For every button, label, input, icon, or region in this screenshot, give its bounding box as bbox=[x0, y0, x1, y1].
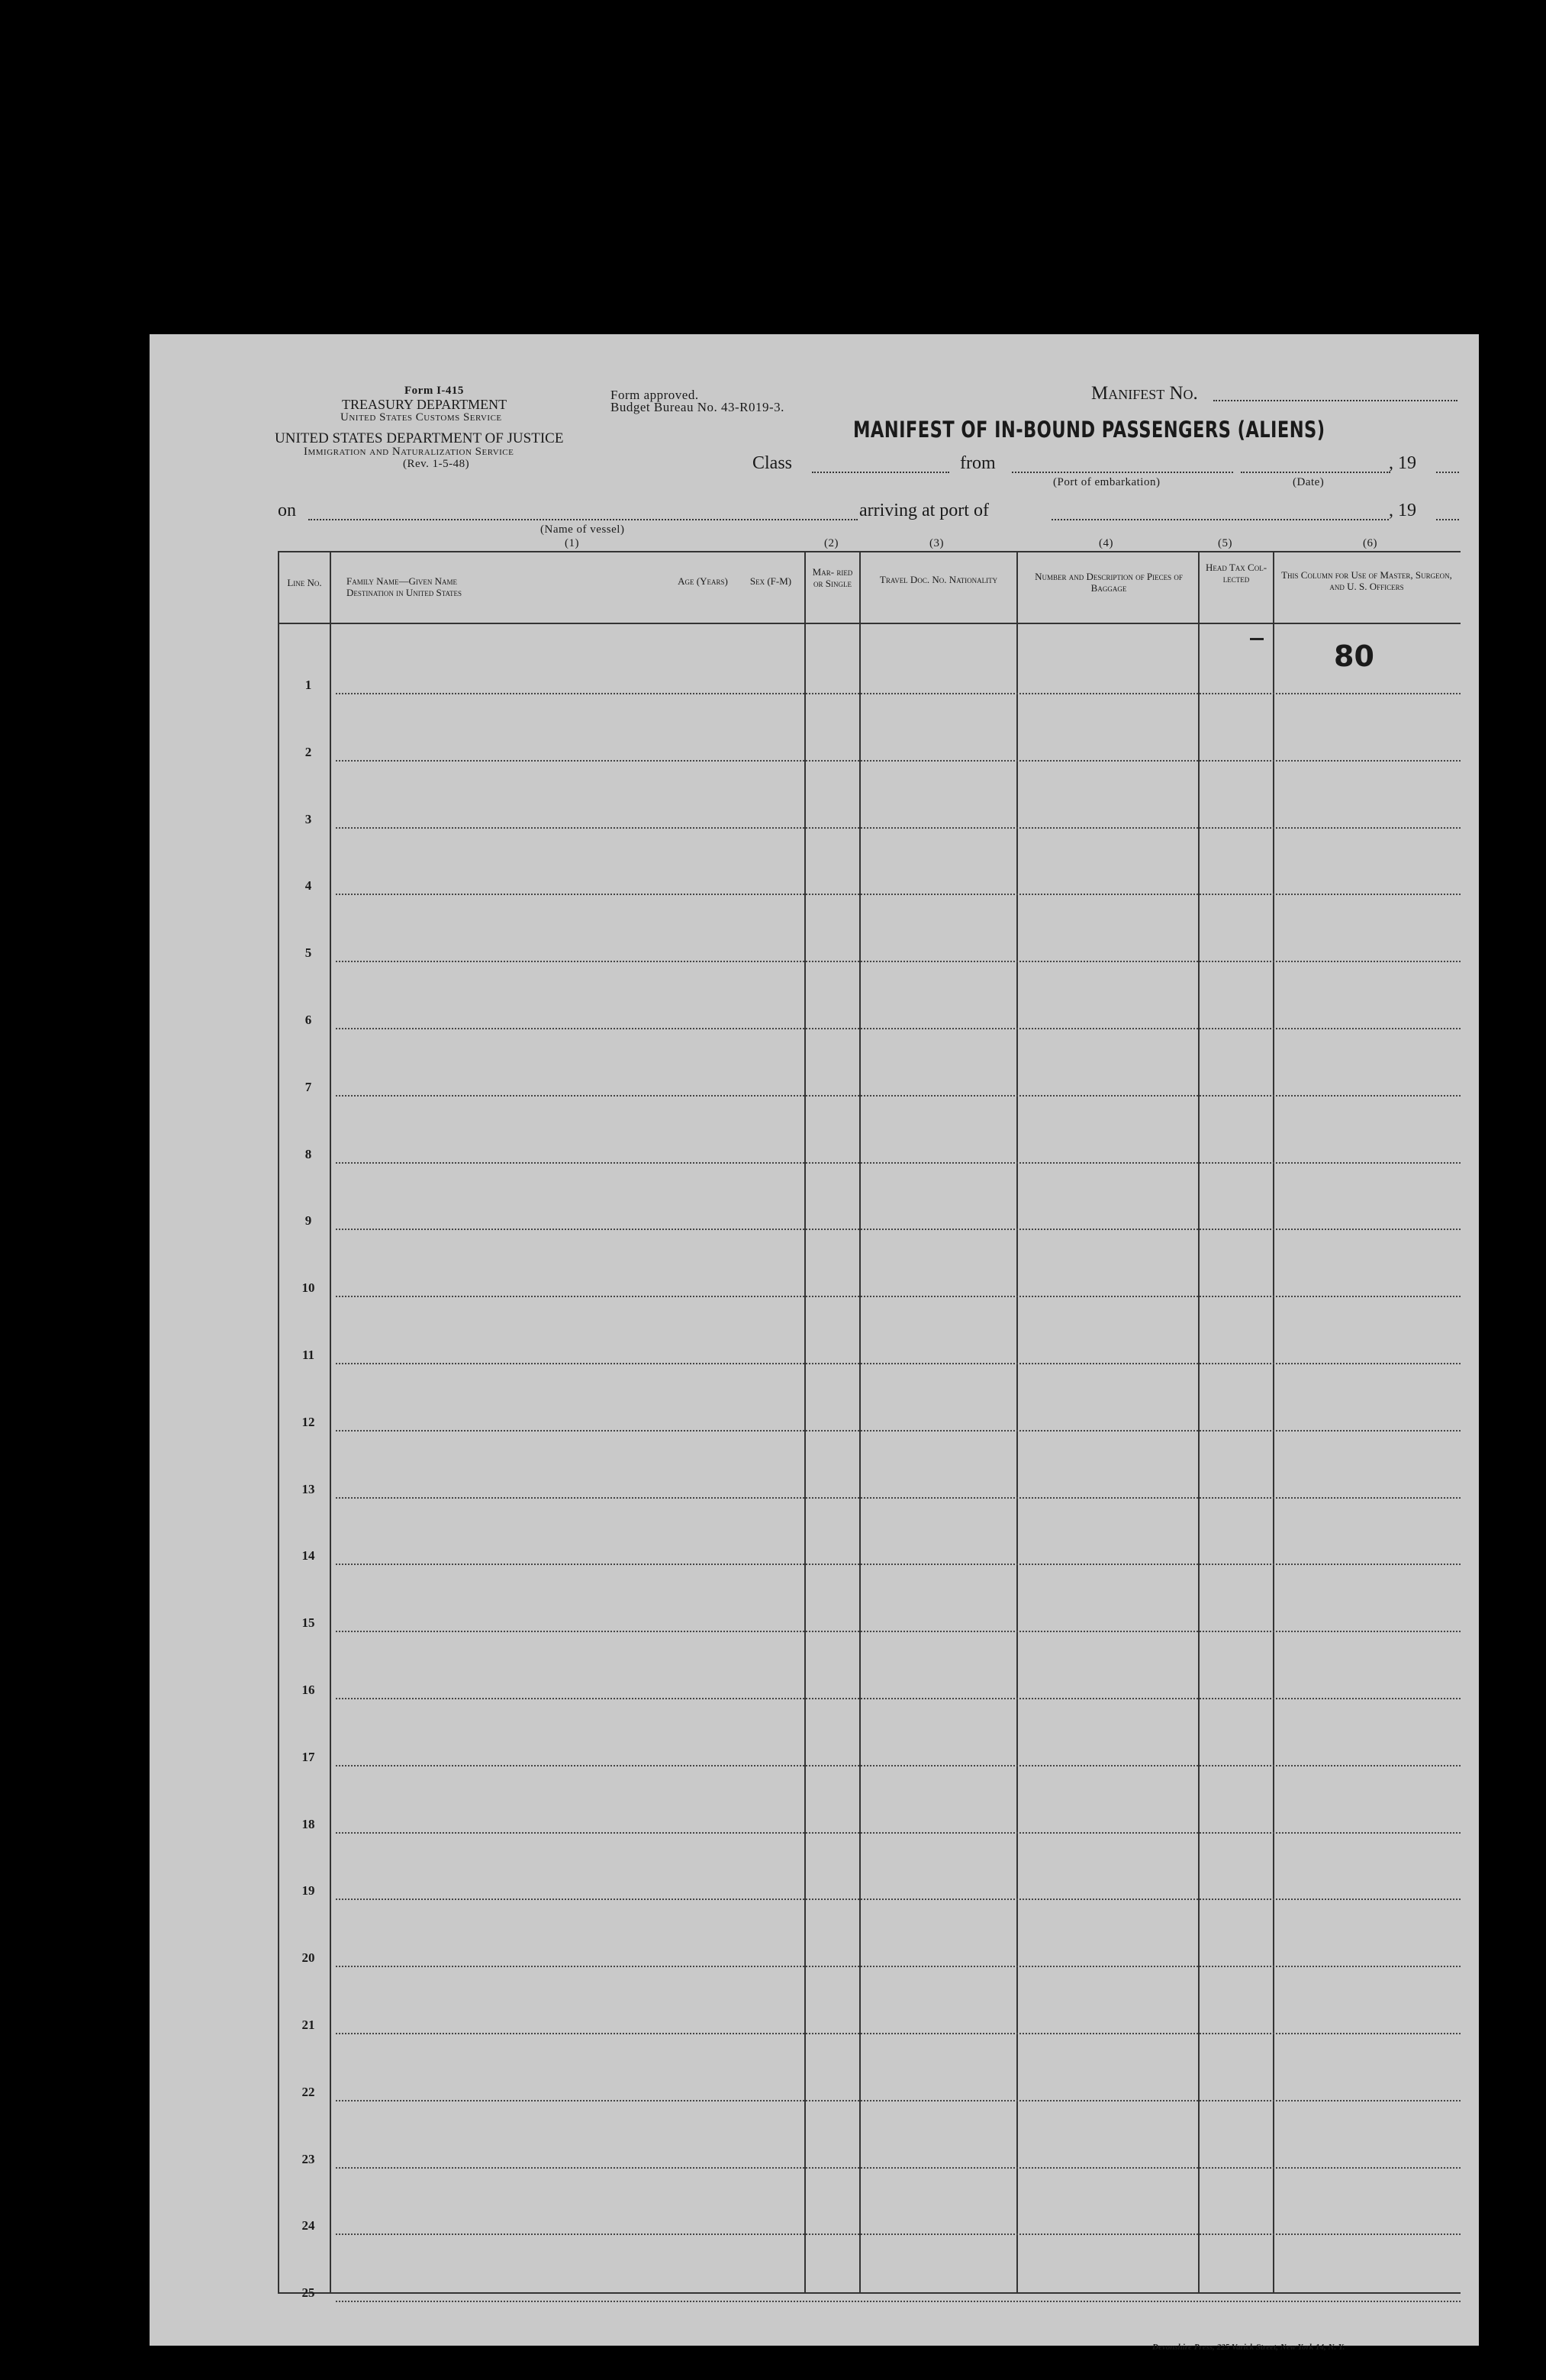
table-row[interactable] bbox=[336, 1095, 1461, 1097]
column-number: (2) bbox=[824, 537, 839, 549]
on-label: on bbox=[278, 501, 296, 520]
table-row[interactable] bbox=[336, 1564, 1461, 1565]
department-of-justice: UNITED STATES DEPARTMENT OF JUSTICE bbox=[275, 430, 564, 446]
table-row[interactable] bbox=[336, 1698, 1461, 1699]
table-row[interactable] bbox=[336, 1430, 1461, 1432]
column-header-baggage: Number and Description of Pieces of Baggage bbox=[1035, 571, 1183, 594]
table-row[interactable] bbox=[336, 2100, 1461, 2101]
line-number: 19 bbox=[301, 1883, 315, 1899]
column-header-officers: This Column for Use of Master, Surgeon, and U. S. Officers bbox=[1281, 569, 1452, 592]
vessel-caption: (Name of vessel) bbox=[540, 523, 625, 536]
line-number: 23 bbox=[301, 2151, 315, 2166]
table-row[interactable] bbox=[336, 1765, 1461, 1766]
table-bottom-rule bbox=[278, 2292, 1461, 2294]
line-number: 2 bbox=[304, 744, 312, 759]
column-header-destination: Destination in United States bbox=[346, 587, 462, 598]
table-row[interactable] bbox=[336, 1497, 1461, 1499]
line-number: 14 bbox=[301, 1548, 315, 1564]
table-row[interactable] bbox=[336, 2167, 1461, 2169]
form-approved: Form approved. bbox=[610, 388, 699, 402]
treasury-department: TREASURY DEPARTMENT bbox=[342, 397, 507, 412]
from-label: from bbox=[960, 453, 996, 473]
port-of-embarkation-field[interactable] bbox=[1012, 472, 1233, 473]
table-row[interactable] bbox=[336, 693, 1461, 694]
year-label-1: , 19 bbox=[1389, 453, 1416, 473]
line-number: 4 bbox=[304, 878, 312, 894]
table-row[interactable] bbox=[336, 827, 1461, 829]
arriving-label: arriving at port of bbox=[859, 501, 989, 520]
date-field[interactable] bbox=[1241, 472, 1390, 473]
form-title: MANIFEST OF IN-BOUND PASSENGERS (ALIENS) bbox=[853, 417, 1325, 443]
arrival-port-field[interactable] bbox=[1052, 519, 1389, 520]
head-tax-mark bbox=[1250, 638, 1264, 640]
table-row[interactable] bbox=[336, 894, 1461, 895]
column-header-sex: Sex (F-M) bbox=[749, 575, 792, 587]
ins-label: Immigration and Naturalization Service bbox=[304, 446, 514, 458]
column-header-name: Family Name—Given Name bbox=[346, 575, 457, 587]
budget-bureau: Budget Bureau No. 43-R019-3. bbox=[610, 400, 784, 414]
line-number: 16 bbox=[301, 1683, 315, 1697]
column-number: (1) bbox=[565, 537, 579, 549]
line-number: 22 bbox=[301, 2084, 315, 2099]
customs-service: United States Customs Service bbox=[340, 411, 502, 424]
column-header-age: Age (Years) bbox=[678, 575, 728, 587]
form-number: Form I-415 bbox=[404, 385, 464, 397]
line-number: 24 bbox=[301, 2218, 315, 2233]
table-row[interactable] bbox=[336, 1631, 1461, 1632]
column-header-married: Mar- ried or Single bbox=[812, 566, 853, 589]
table-row[interactable] bbox=[336, 1966, 1461, 1967]
table-row[interactable] bbox=[336, 1296, 1461, 1297]
class-field[interactable] bbox=[812, 472, 949, 473]
line-number: 9 bbox=[304, 1213, 312, 1229]
table-row[interactable] bbox=[336, 760, 1461, 762]
line-number: 20 bbox=[301, 1950, 315, 1966]
line-number: 3 bbox=[304, 811, 312, 826]
column-header-head-tax: Head Tax Col- lected bbox=[1205, 562, 1267, 585]
column-number: (4) bbox=[1099, 537, 1113, 549]
table-left-border bbox=[278, 551, 279, 2294]
line-number: 25 bbox=[301, 2285, 315, 2301]
table-row[interactable] bbox=[336, 2233, 1461, 2235]
line-number: 6 bbox=[304, 1013, 312, 1027]
column-header-travel-doc: Travel Doc. No. Nationality bbox=[879, 574, 998, 585]
line-number: 21 bbox=[301, 2018, 315, 2032]
manifest-form bbox=[150, 334, 1479, 2346]
table-row[interactable] bbox=[336, 961, 1461, 962]
manifest-no-field[interactable] bbox=[1213, 400, 1457, 401]
column-number: (6) bbox=[1363, 537, 1377, 549]
year-field-2[interactable] bbox=[1436, 519, 1459, 520]
stamp-number: 80 bbox=[1334, 639, 1374, 673]
vessel-name-field[interactable] bbox=[308, 519, 858, 520]
line-number: 8 bbox=[304, 1146, 312, 1161]
table-row[interactable] bbox=[336, 1832, 1461, 1834]
line-no-divider bbox=[330, 551, 331, 2294]
header-bottom-rule bbox=[278, 623, 1461, 624]
line-number: 5 bbox=[304, 945, 312, 961]
column-number: (5) bbox=[1218, 537, 1232, 549]
line-number: 13 bbox=[301, 1481, 315, 1496]
line-number: 1 bbox=[304, 678, 312, 692]
table-row[interactable] bbox=[336, 1162, 1461, 1164]
table-row[interactable] bbox=[336, 2301, 1461, 2302]
table-row[interactable] bbox=[336, 1229, 1461, 1230]
column-number: (3) bbox=[929, 537, 944, 549]
printer-imprint: Devonshire Press, 225 Varick Street, New York 14, N. Y. bbox=[1152, 2343, 1345, 2352]
line-number: 12 bbox=[301, 1414, 315, 1429]
table-top-rule bbox=[278, 551, 1461, 552]
line-number: 7 bbox=[304, 1079, 312, 1094]
revision-label: (Rev. 1-5-48) bbox=[403, 458, 470, 470]
line-number: 17 bbox=[301, 1749, 315, 1764]
table-row[interactable] bbox=[336, 2033, 1461, 2034]
manifest-no-label: Manifest No. bbox=[1091, 383, 1198, 404]
port-embarkation-caption: (Port of embarkation) bbox=[1053, 476, 1161, 488]
line-number: 11 bbox=[301, 1348, 315, 1362]
year-field-1[interactable] bbox=[1436, 472, 1459, 473]
line-number: 18 bbox=[301, 1816, 315, 1831]
line-number: 10 bbox=[301, 1280, 315, 1296]
line-number: 15 bbox=[301, 1615, 315, 1631]
table-row[interactable] bbox=[336, 1363, 1461, 1364]
date-caption: (Date) bbox=[1293, 476, 1325, 488]
class-label: Class bbox=[752, 453, 793, 473]
table-row[interactable] bbox=[336, 1899, 1461, 1900]
table-row[interactable] bbox=[336, 1028, 1461, 1029]
year-label-2: , 19 bbox=[1389, 501, 1416, 520]
column-header-line-no: Line No. bbox=[287, 577, 322, 588]
